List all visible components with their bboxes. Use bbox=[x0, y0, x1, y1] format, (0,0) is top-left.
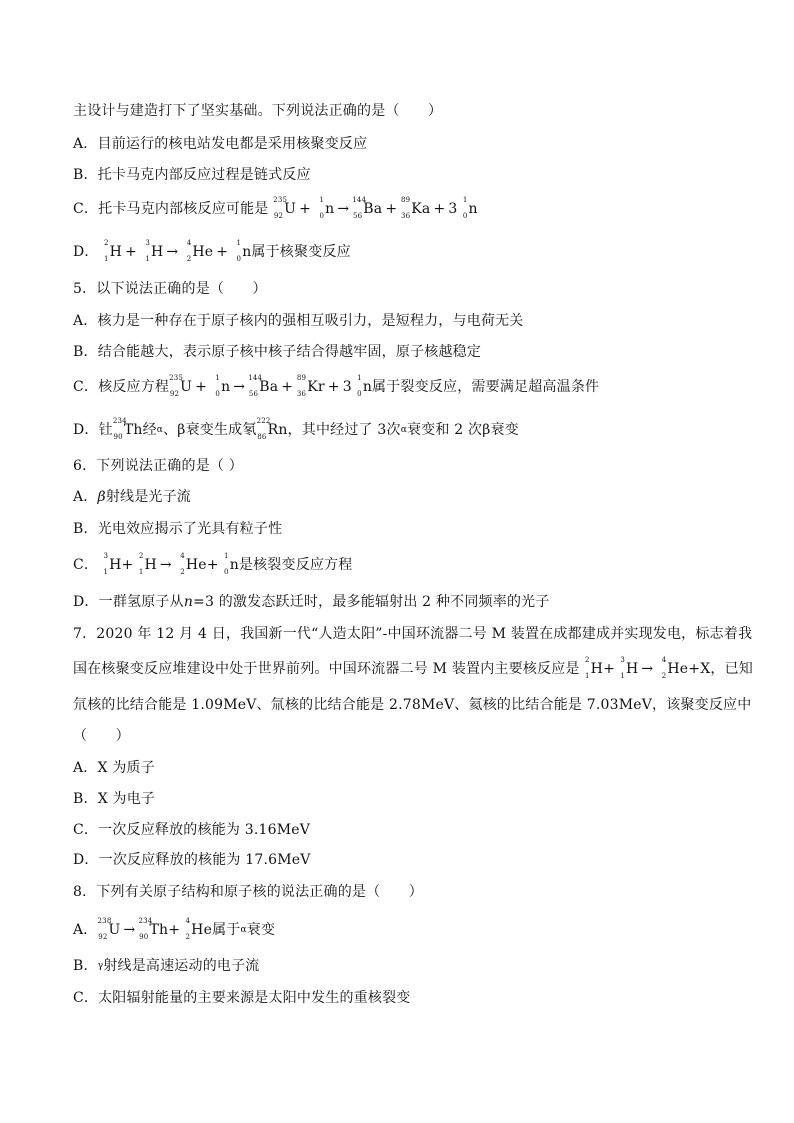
q8a-end: 衰变 bbox=[246, 922, 276, 938]
element-symbol: Th bbox=[149, 922, 169, 938]
atomic-number: 1 bbox=[103, 568, 109, 576]
atomic-number: 0 bbox=[215, 390, 221, 398]
q5-option-a: A．核力是一种存在于原子核内的强相互吸引力，是短程力，与电荷无关 bbox=[73, 313, 524, 329]
question-7-line-1: 7．2020 年 12 月 4 日，我国新一代“人造太阳”-中国环流器二号 M 装置在成都建成并实现发电，标志着我 bbox=[73, 626, 753, 642]
mass-number: 1 bbox=[462, 196, 468, 204]
nuclide-h3 bbox=[615, 656, 639, 680]
atomic-number: 1 bbox=[145, 255, 150, 263]
nuclide-h2 bbox=[580, 656, 604, 680]
element-symbol: H bbox=[144, 557, 157, 573]
element-symbol: Rn bbox=[267, 422, 288, 438]
plus-sign: + bbox=[433, 201, 446, 217]
q6-option-c bbox=[73, 552, 353, 576]
element-symbol: H bbox=[109, 244, 123, 260]
q4-option-d bbox=[73, 239, 351, 263]
element-symbol: n bbox=[221, 379, 231, 395]
alpha-symbol: α bbox=[156, 425, 164, 435]
atomic-number: 92 bbox=[273, 212, 284, 220]
reaction-arrow: → bbox=[159, 557, 172, 573]
q8b-prefix: B． bbox=[73, 958, 98, 974]
gamma-symbol: γ bbox=[97, 961, 104, 971]
q5-option-d bbox=[73, 417, 519, 441]
text-line-1: 主设计与建造打下了坚实基础。下列说法正确的是（ ） bbox=[73, 103, 443, 119]
q5d-suffix: ，其中经过了 3次 bbox=[287, 422, 401, 438]
element-symbol: H bbox=[626, 661, 639, 677]
q6c-prefix: C． bbox=[73, 557, 99, 573]
mass-number: 89 bbox=[400, 196, 411, 204]
plus-sign: + bbox=[281, 379, 294, 395]
mass-number: 234 bbox=[112, 417, 127, 425]
atomic-number: 0 bbox=[462, 212, 468, 220]
element-symbol: He bbox=[191, 922, 213, 938]
element-symbol: H bbox=[590, 661, 604, 677]
element-symbol: Ba bbox=[259, 379, 279, 395]
atomic-number: 92 bbox=[169, 390, 180, 398]
question-6: 6．下列说法正确的是（ ） bbox=[73, 458, 243, 474]
q6a-suffix: 射线是光子流 bbox=[105, 489, 192, 505]
plus-sign: + bbox=[688, 661, 701, 677]
coefficient: 3 bbox=[448, 201, 458, 217]
nuclide-u238 bbox=[97, 917, 121, 941]
element-symbol: Th bbox=[123, 422, 143, 438]
plus-sign: + bbox=[216, 244, 229, 260]
mass-number: 1 bbox=[215, 374, 221, 382]
unknown-x: X bbox=[700, 661, 711, 677]
nuclide-he4 bbox=[180, 917, 213, 941]
nuclide-neutron bbox=[210, 374, 231, 398]
atomic-number: 1 bbox=[103, 255, 109, 263]
quantum-number-n: n bbox=[183, 594, 194, 610]
nuclide-h3 bbox=[140, 239, 164, 263]
mass-number: 234 bbox=[138, 917, 153, 925]
element-symbol: U bbox=[284, 201, 297, 217]
q8-option-b bbox=[73, 956, 260, 976]
nuclide-he4 bbox=[656, 656, 689, 680]
q8a-prefix: A． bbox=[73, 922, 98, 938]
mass-number: 238 bbox=[97, 917, 112, 925]
plus-sign: + bbox=[603, 661, 615, 677]
q8-option-c: C．太阳辐射能量的主要来源是太阳中发生的重核裂变 bbox=[73, 990, 411, 1006]
mass-number: 235 bbox=[169, 374, 184, 382]
atomic-number: 2 bbox=[185, 933, 191, 941]
reaction-arrow: → bbox=[166, 244, 179, 260]
q6-option-d bbox=[73, 592, 550, 612]
reaction-arrow: → bbox=[641, 661, 654, 677]
mass-number: 4 bbox=[185, 917, 191, 925]
mass-number: 4 bbox=[180, 552, 185, 560]
reaction-arrow: → bbox=[337, 201, 350, 217]
atomic-number: 2 bbox=[186, 255, 192, 263]
plus-sign: + bbox=[168, 922, 181, 938]
element-symbol: n bbox=[242, 244, 252, 260]
element-symbol: U bbox=[108, 922, 121, 938]
element-symbol: Ba bbox=[363, 201, 383, 217]
atomic-number: 92 bbox=[98, 933, 108, 941]
atomic-number: 90 bbox=[139, 933, 149, 941]
nuclide-ba144 bbox=[248, 374, 279, 398]
nuclide-u235 bbox=[273, 196, 297, 220]
nuclide-kr89 bbox=[296, 374, 325, 398]
alpha-symbol: α bbox=[240, 925, 247, 935]
reaction-arrow: → bbox=[123, 922, 136, 938]
atomic-number: 0 bbox=[319, 212, 325, 220]
q4-option-b: B．托卡马克内部反应过程是链式反应 bbox=[73, 167, 311, 183]
question-7-line-4: （ ） bbox=[73, 728, 130, 744]
nuclide-h3 bbox=[98, 552, 122, 576]
atomic-number: 0 bbox=[236, 255, 242, 263]
mass-number: 2 bbox=[103, 239, 109, 247]
atomic-number: 2 bbox=[180, 568, 185, 576]
q5c-suffix: 属于裂变反应，需要满足超高温条件 bbox=[372, 379, 600, 395]
q6-option-b: B．光电效应揭示了光具有粒子性 bbox=[73, 521, 283, 537]
nuclide-rn222 bbox=[256, 417, 288, 441]
plus-sign: + bbox=[385, 201, 398, 217]
q4-option-c bbox=[73, 196, 478, 220]
q6-option-a bbox=[73, 487, 191, 507]
q6d-suffix: =3 的激发态跃迁时，最多能辐射出 2 种不同频率的光子 bbox=[193, 594, 550, 610]
beta-symbol: β bbox=[482, 422, 491, 438]
nuclide-u235 bbox=[169, 374, 193, 398]
q4d-prefix: D． bbox=[73, 244, 99, 260]
atomic-number: 1 bbox=[584, 672, 590, 680]
q6a-prefix: A． bbox=[73, 489, 98, 505]
nuclide-th234 bbox=[112, 417, 143, 441]
plus-sign: + bbox=[195, 379, 208, 395]
q4c-prefix: C．托卡马克内部核反应可能是 bbox=[73, 201, 269, 217]
q7-option-c: C．一次反应释放的核能为 3.16MeV bbox=[73, 822, 311, 838]
mass-number: 3 bbox=[145, 239, 150, 247]
nuclide-h2 bbox=[133, 552, 157, 576]
q5d-end: 衰变 bbox=[490, 422, 519, 438]
nuclide-ka89 bbox=[400, 196, 431, 220]
q5d-mid2: 、β衰变生成氡 bbox=[163, 422, 257, 438]
q5d-mid1: 经 bbox=[142, 422, 157, 438]
beta-symbol: β bbox=[97, 489, 106, 505]
q7-option-a: A．X 为质子 bbox=[73, 760, 155, 776]
plus-sign: + bbox=[327, 379, 340, 395]
element-symbol: n bbox=[468, 201, 478, 217]
nuclide-h2 bbox=[99, 239, 123, 263]
atomic-number: 1 bbox=[138, 568, 144, 576]
q7-l2-suffix: ，已知 bbox=[710, 661, 753, 677]
q6d-prefix: D．一群氢原子从 bbox=[73, 594, 184, 610]
q5d-mid3: 衰变和 2 次 bbox=[407, 422, 483, 438]
q6c-suffix: 是核裂变反应方程 bbox=[238, 557, 353, 573]
mass-number: 1 bbox=[319, 196, 325, 204]
nuclide-neutron bbox=[219, 552, 239, 576]
atomic-number: 90 bbox=[113, 433, 123, 441]
nuclide-neutron bbox=[314, 196, 335, 220]
element-symbol: n bbox=[325, 201, 335, 217]
coefficient: 3 bbox=[342, 379, 352, 395]
question-5: 5．以下说法正确的是（ ） bbox=[73, 281, 267, 297]
atomic-number: 0 bbox=[357, 390, 362, 398]
nuclide-he4 bbox=[175, 552, 207, 576]
mass-number: 1 bbox=[236, 239, 242, 247]
q4-option-a: A．目前运行的核电站发电都是采用核聚变反应 bbox=[73, 136, 368, 152]
question-8: 8．下列有关原子结构和原子核的说法正确的是（ ） bbox=[73, 884, 423, 900]
element-symbol: n bbox=[229, 557, 239, 573]
mass-number: 89 bbox=[296, 374, 307, 382]
reaction-arrow: → bbox=[233, 379, 246, 395]
alpha-symbol: α bbox=[400, 425, 407, 435]
nuclide-th234 bbox=[138, 917, 169, 941]
plus-sign: + bbox=[299, 201, 312, 217]
atomic-number: 56 bbox=[248, 390, 259, 398]
atomic-number: 36 bbox=[400, 212, 411, 220]
q5d-prefix: D．钍 bbox=[73, 422, 113, 438]
q5-option-b: B．结合能越大，表示原子核中核子结合得越牢固，原子核越稳定 bbox=[73, 344, 482, 360]
q4d-suffix: 属于核聚变反应 bbox=[251, 244, 351, 260]
plus-sign: + bbox=[125, 244, 137, 260]
q7-l2-prefix: 国在核聚变反应堆建设中处于世界前列。中国环流器二号 M 装置内主要核反应是 bbox=[73, 661, 580, 677]
mass-number: 3 bbox=[620, 656, 625, 664]
atomic-number: 0 bbox=[224, 568, 229, 576]
element-symbol: Kr bbox=[307, 379, 325, 395]
mass-number: 3 bbox=[103, 552, 109, 560]
mass-number: 2 bbox=[138, 552, 144, 560]
mass-number: 1 bbox=[357, 374, 362, 382]
mass-number: 1 bbox=[224, 552, 229, 560]
element-symbol: He bbox=[185, 557, 207, 573]
q8b-suffix: 射线是高速运动的电子流 bbox=[103, 958, 260, 974]
atomic-number: 56 bbox=[352, 212, 363, 220]
q8a-suffix: 属于 bbox=[212, 922, 241, 938]
atomic-number: 1 bbox=[620, 672, 625, 680]
mass-number: 222 bbox=[256, 417, 271, 425]
plus-sign: + bbox=[121, 557, 134, 573]
element-symbol: He bbox=[192, 244, 214, 260]
q5-option-c bbox=[73, 374, 600, 398]
element-symbol: n bbox=[362, 379, 373, 395]
element-symbol: Ka bbox=[411, 201, 431, 217]
element-symbol: H bbox=[109, 557, 122, 573]
mass-number: 144 bbox=[248, 374, 263, 382]
atomic-number: 86 bbox=[257, 433, 267, 441]
nuclide-neutron bbox=[458, 196, 478, 220]
nuclide-neutron bbox=[352, 374, 373, 398]
nuclide-neutron bbox=[231, 239, 252, 263]
mass-number: 2 bbox=[584, 656, 590, 664]
nuclide-ba144 bbox=[352, 196, 383, 220]
mass-number: 235 bbox=[273, 196, 288, 204]
mass-number: 144 bbox=[352, 196, 367, 204]
element-symbol: H bbox=[150, 244, 164, 260]
question-7-line-3: 氘核的比结合能是 1.09MeV、氚核的比结合能是 2.78MeV、氦核的比结合能是 7.03MeV，该聚变反应中 bbox=[73, 697, 752, 713]
element-symbol: U bbox=[180, 379, 193, 395]
nuclide-he4 bbox=[181, 239, 214, 263]
q7-option-b: B．X 为电子 bbox=[73, 791, 156, 807]
question-7-line-2 bbox=[73, 656, 753, 680]
q5c-prefix: C．核反应方程 bbox=[73, 379, 170, 395]
q8-option-a bbox=[73, 917, 276, 941]
q7-option-d: D．一次反应释放的核能为 17.6MeV bbox=[73, 852, 311, 868]
atomic-number: 2 bbox=[661, 672, 667, 680]
plus-sign: + bbox=[206, 557, 219, 573]
mass-number: 4 bbox=[661, 656, 667, 664]
mass-number: 4 bbox=[186, 239, 192, 247]
atomic-number: 36 bbox=[296, 390, 307, 398]
element-symbol: He bbox=[667, 661, 689, 677]
